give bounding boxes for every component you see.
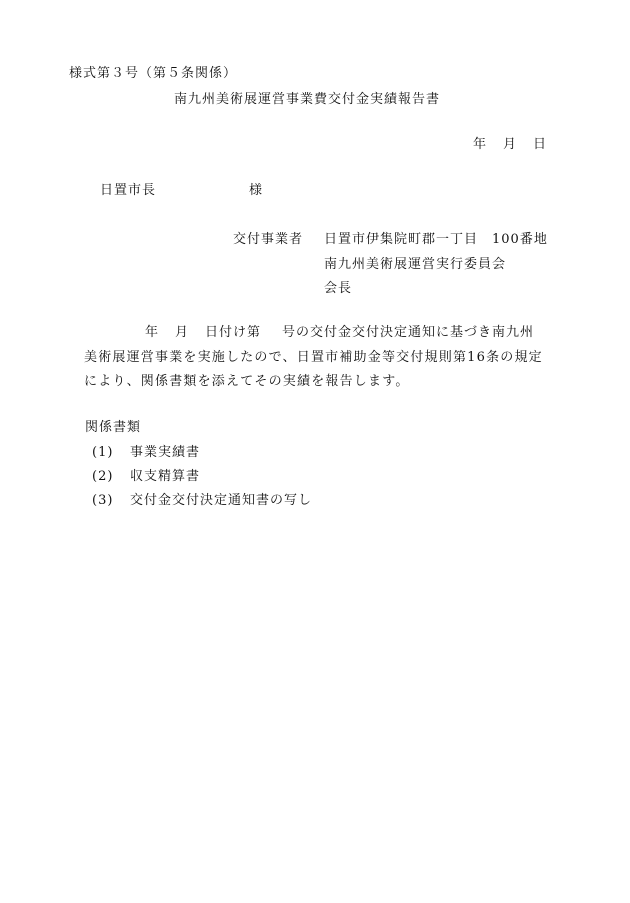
attachment-item bbox=[92, 470, 200, 483]
addressee-name: 日置市長 bbox=[100, 183, 157, 198]
document-title: 南九州美術展運営事業費交付金実績報告書 bbox=[174, 92, 441, 107]
date-month-label: 月 bbox=[503, 137, 518, 152]
applicant-title: 会長 bbox=[324, 281, 353, 296]
applicant-label: 交付事業者 bbox=[233, 232, 304, 247]
body-line-2: 美術展運営事業を実施したので、日置市補助金等交付規則第16条の規定 bbox=[84, 350, 543, 365]
date-day-label: 日 bbox=[533, 137, 548, 152]
body-month-label: 月 bbox=[175, 325, 190, 340]
attachment-number: (1) bbox=[92, 445, 114, 460]
body-line-1: 号の交付金交付決定通知に基づき南九州 bbox=[282, 325, 535, 340]
addressee-honorific: 様 bbox=[249, 183, 264, 198]
attachment-label: 収支精算書 bbox=[130, 469, 201, 484]
body-year-label: 年 bbox=[145, 325, 160, 340]
attachments-heading: 関係書類 bbox=[85, 420, 142, 435]
attachment-number: (2) bbox=[92, 469, 114, 484]
body-line-3: により、関係書類を添えてその実績を報告します。 bbox=[84, 374, 410, 389]
date-year-label: 年 bbox=[473, 137, 488, 152]
body-date-number-prefix: 日付け第 bbox=[205, 325, 262, 340]
attachment-label: 事業実績書 bbox=[130, 445, 201, 460]
attachment-item bbox=[92, 494, 312, 507]
applicant-address: 日置市伊集院町郡一丁目 100番地 bbox=[324, 232, 548, 247]
attachment-label: 交付金交付決定通知書の写し bbox=[130, 493, 313, 508]
attachment-item bbox=[92, 446, 200, 459]
attachment-number: (3) bbox=[92, 493, 114, 508]
applicant-organization: 南九州美術展運営実行委員会 bbox=[324, 257, 507, 272]
form-number: 様式第３号（第５条関係） bbox=[69, 66, 238, 81]
